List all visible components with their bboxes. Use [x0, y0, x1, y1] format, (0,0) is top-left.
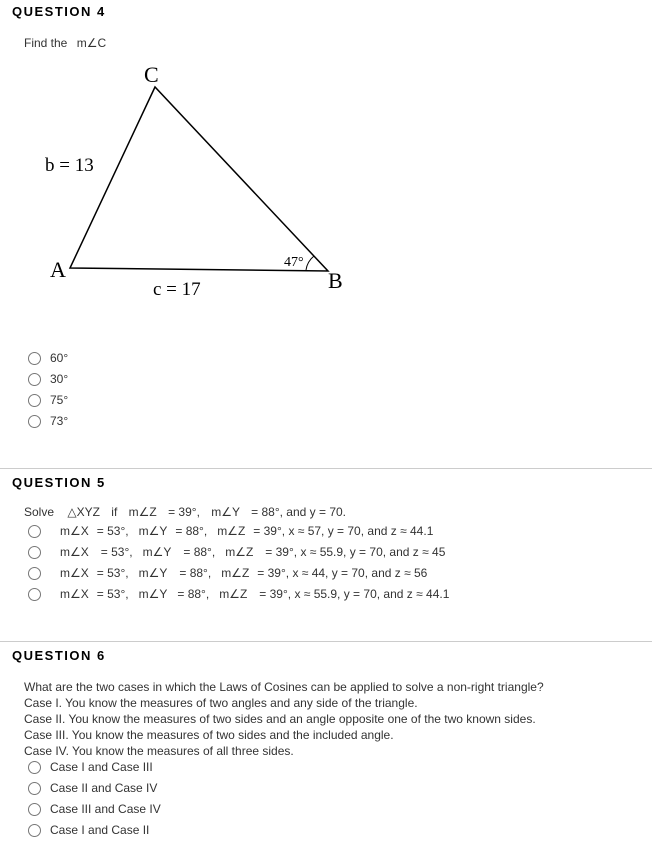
- radio-button[interactable]: [28, 588, 41, 601]
- option-label: Case I and Case III: [50, 760, 153, 774]
- radio-button[interactable]: [28, 394, 41, 407]
- prompt-solve: Solve: [24, 505, 55, 519]
- angle-b-label: 47°: [284, 255, 304, 270]
- q4-option-1[interactable]: [28, 351, 68, 365]
- divider: [0, 641, 652, 642]
- option-mz: m∠Z: [217, 524, 246, 538]
- side-c-label: c = 17: [153, 279, 201, 300]
- q6-option-3[interactable]: [28, 802, 161, 816]
- option-x: = 53°,: [100, 545, 133, 559]
- option-label: Case I and Case II: [50, 823, 150, 837]
- option-x: = 53°,: [96, 587, 129, 601]
- vertex-b-label: B: [328, 268, 343, 293]
- question-5-heading: QUESTION 5: [12, 475, 106, 490]
- option-y: = 88°,: [179, 566, 212, 580]
- side-b-label: b = 13: [45, 155, 94, 176]
- option-mx: m∠X: [60, 524, 89, 538]
- radio-button[interactable]: [28, 824, 41, 837]
- option-mz: m∠Z: [221, 566, 250, 580]
- question-6-prompt-line: Case III. You know the measures of two sides and the included angle.: [24, 728, 394, 742]
- option-z: = 39°, x ≈ 55.9, y = 70, and z ≈ 45: [265, 545, 446, 559]
- option-mx: m∠X: [60, 587, 89, 601]
- option-label: 60°: [50, 351, 69, 365]
- q6-option-1[interactable]: [28, 760, 153, 774]
- option-z: = 39°, x ≈ 57, y = 70, and z ≈ 44.1: [253, 524, 434, 538]
- vertex-c-label: C: [144, 62, 159, 87]
- option-label: 30°: [50, 372, 69, 386]
- option-my: m∠Y: [138, 566, 168, 580]
- prompt-rest: = 88°, and y = 70.: [251, 505, 347, 519]
- option-x: = 53°,: [96, 524, 129, 538]
- vertex-a-label: A: [50, 257, 66, 282]
- prompt-text: Find the: [24, 36, 68, 50]
- q4-option-4[interactable]: [28, 414, 68, 428]
- option-mx: m∠X: [60, 566, 89, 580]
- divider: [0, 468, 652, 469]
- q4-option-2[interactable]: [28, 372, 68, 386]
- radio-button[interactable]: [28, 525, 41, 538]
- question-6-prompt-line: Case II. You know the measures of two sides and an angle opposite one of the two known sides.: [24, 712, 536, 726]
- option-my: m∠Y: [142, 545, 172, 559]
- option-label: Case III and Case IV: [50, 802, 161, 816]
- option-z: = 39°, x ≈ 55.9, y = 70, and z ≈ 44.1: [259, 587, 450, 601]
- q5-option-3[interactable]: [28, 566, 427, 580]
- triangle-shape: [70, 87, 328, 271]
- radio-button[interactable]: [28, 782, 41, 795]
- option-my: m∠Y: [138, 524, 168, 538]
- option-mz: m∠Z: [219, 587, 248, 601]
- question-6-prompt-line: Case I. You know the measures of two angles and any side of the triangle.: [24, 696, 418, 710]
- angle-b-arc: [306, 256, 314, 270]
- q6-option-4[interactable]: [28, 823, 149, 837]
- radio-button[interactable]: [28, 415, 41, 428]
- option-x: = 53°,: [96, 566, 129, 580]
- prompt-triangle: △XYZ: [67, 505, 100, 519]
- option-y: = 88°,: [183, 545, 216, 559]
- q5-option-1[interactable]: [28, 524, 433, 538]
- prompt-if: if: [111, 505, 118, 519]
- prompt-my: m∠Y: [211, 505, 240, 519]
- radio-button[interactable]: [28, 373, 41, 386]
- question-5-prompt: [24, 505, 346, 519]
- q5-option-2[interactable]: [28, 545, 445, 559]
- radio-button[interactable]: [28, 803, 41, 816]
- option-label: 73°: [50, 414, 69, 428]
- q5-option-4[interactable]: [28, 587, 449, 601]
- option-label: Case II and Case IV: [50, 781, 158, 795]
- question-6-prompt-line: What are the two cases in which the Laws of Cosines can be applied to solve a non-right triangle?: [24, 680, 544, 694]
- option-z: = 39°, x ≈ 44, y = 70, and z ≈ 56: [257, 566, 428, 580]
- radio-button[interactable]: [28, 567, 41, 580]
- prompt-mz: m∠Z: [128, 505, 157, 519]
- q6-option-2[interactable]: [28, 781, 157, 795]
- question-6-prompt-line: Case IV. You know the measures of all three sides.: [24, 744, 294, 758]
- option-y: = 88°,: [175, 524, 208, 538]
- triangle-figure: [0, 0, 652, 340]
- radio-button[interactable]: [28, 761, 41, 774]
- question-4-heading: QUESTION 4: [12, 4, 106, 19]
- radio-button[interactable]: [28, 546, 41, 559]
- option-label: 75°: [50, 393, 69, 407]
- q4-option-3[interactable]: [28, 393, 68, 407]
- option-my: m∠Y: [138, 587, 168, 601]
- option-mz: m∠Z: [225, 545, 254, 559]
- option-y: = 88°,: [177, 587, 210, 601]
- radio-button[interactable]: [28, 352, 41, 365]
- question-6-heading: QUESTION 6: [12, 648, 106, 663]
- prompt-angle: m∠C: [76, 36, 107, 50]
- prompt-z: = 39°,: [168, 505, 200, 519]
- option-mx: m∠X: [60, 545, 89, 559]
